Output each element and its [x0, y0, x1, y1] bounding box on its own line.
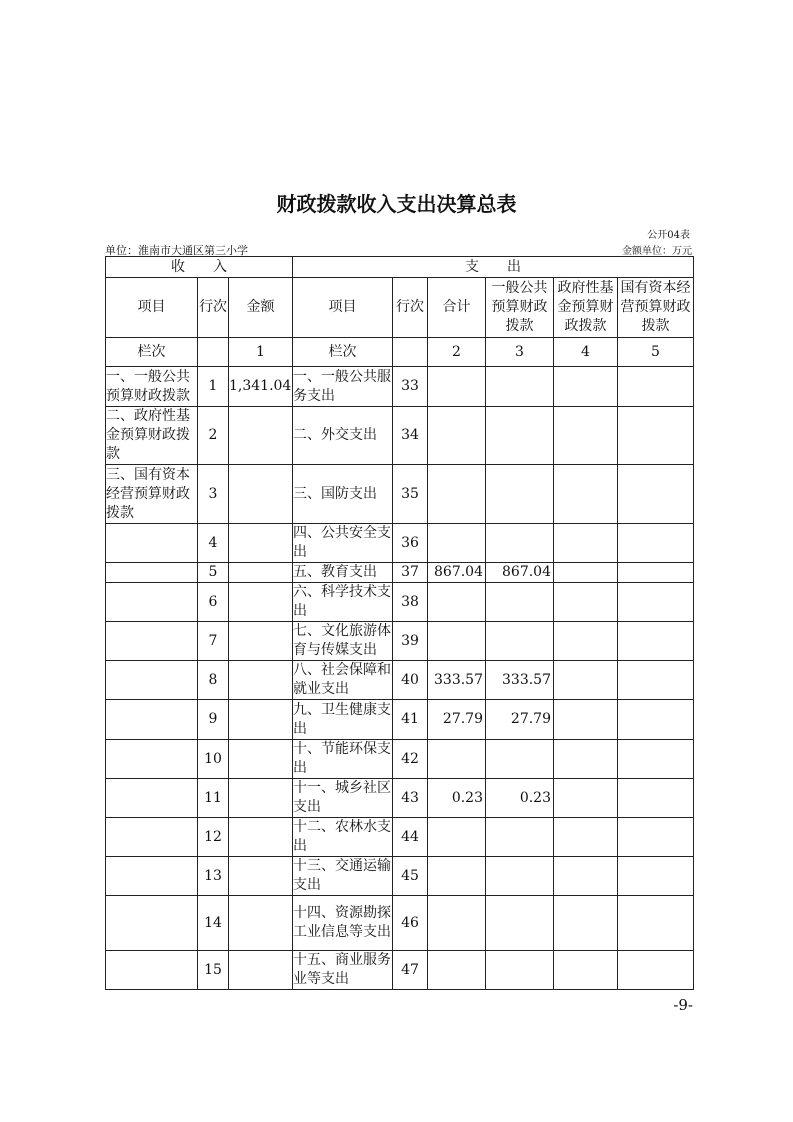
- table-cell: 三、国有资本经营预算财政拨款: [106, 465, 198, 524]
- table-cell: [554, 622, 618, 661]
- table-cell: 14: [198, 896, 229, 951]
- column-header: 行次: [198, 278, 229, 338]
- table-cell: 0.23: [486, 779, 554, 818]
- table-cell: [486, 465, 554, 524]
- table-cell: [428, 367, 486, 407]
- table-cell: [618, 407, 694, 465]
- table-cell: [229, 563, 293, 583]
- table-cell: [618, 700, 694, 740]
- table-cell: [428, 465, 486, 524]
- table-cell: 1,341.04: [229, 367, 293, 407]
- table-cell: [428, 740, 486, 779]
- table-cell: [618, 367, 694, 407]
- table-cell: 13: [198, 857, 229, 896]
- table-cell: [554, 951, 618, 990]
- table-cell: 15: [198, 951, 229, 990]
- table-cell: [428, 583, 486, 622]
- table-cell: 40: [393, 661, 428, 700]
- table-cell: [486, 583, 554, 622]
- table-cell: 五、教育支出: [293, 563, 393, 583]
- table-cell: [618, 465, 694, 524]
- page-title: 财政拨款收入支出决算总表: [276, 192, 517, 216]
- table-cell: 一、一般公共服务支出: [293, 367, 393, 407]
- table-cell: 34: [393, 407, 428, 465]
- table-cell: [428, 818, 486, 857]
- table-cell: 39: [393, 622, 428, 661]
- table-cell: [106, 818, 198, 857]
- table-cell: [106, 779, 198, 818]
- table-cell: 八、社会保障和就业支出: [293, 661, 393, 700]
- table-row: [106, 700, 694, 740]
- table-cell: [554, 524, 618, 563]
- table-cell: 一、一般公共预算财政拨款: [106, 367, 198, 407]
- table-cell: 44: [393, 818, 428, 857]
- column-header: 合计: [428, 278, 486, 338]
- table-cell: [618, 779, 694, 818]
- table-cell: 42: [393, 740, 428, 779]
- table-cell: 38: [393, 583, 428, 622]
- table-cell: [229, 951, 293, 990]
- table-cell: [229, 740, 293, 779]
- table-row: [106, 818, 694, 857]
- table-cell: [618, 740, 694, 779]
- table-cell: [229, 622, 293, 661]
- table-row: [106, 465, 694, 524]
- table-cell: [486, 818, 554, 857]
- table-cell: [618, 661, 694, 700]
- table-cell: 33: [393, 367, 428, 407]
- table-cell: 2: [198, 407, 229, 465]
- table-cell: [554, 857, 618, 896]
- table-cell: [618, 622, 694, 661]
- table-cell: [554, 896, 618, 951]
- table-cell: 十二、农林水支出: [293, 818, 393, 857]
- table-cell: [618, 818, 694, 857]
- table-cell: 六、科学技术支出: [293, 583, 393, 622]
- table-cell: [106, 622, 198, 661]
- table-cell: [428, 857, 486, 896]
- table-cell: 二、政府性基金预算财政拨款: [106, 407, 198, 465]
- table-cell: [486, 622, 554, 661]
- table-cell: [229, 583, 293, 622]
- column-number: 4: [554, 338, 618, 367]
- table-cell: [486, 740, 554, 779]
- table-row: [106, 740, 694, 779]
- budget-table: [105, 256, 694, 990]
- table-cell: [428, 622, 486, 661]
- table-cell: 3: [198, 465, 229, 524]
- table-cell: 9: [198, 700, 229, 740]
- table-cell: [554, 818, 618, 857]
- column-header: 项目: [106, 278, 198, 338]
- table-row: [106, 524, 694, 563]
- table-cell: 十一、城乡社区支出: [293, 779, 393, 818]
- table-cell: 45: [393, 857, 428, 896]
- table-cell: 四、公共安全支出: [293, 524, 393, 563]
- table-cell: [229, 818, 293, 857]
- table-cell: [428, 951, 486, 990]
- table-cell: 333.57: [486, 661, 554, 700]
- income-header: 收 入: [106, 257, 293, 278]
- column-header: 金额: [229, 278, 293, 338]
- unit-label: 单位：淮南市大通区第三小学: [105, 244, 248, 257]
- column-number: 栏次: [293, 338, 393, 367]
- table-cell: 十四、资源勘探工业信息等支出: [293, 896, 393, 951]
- table-cell: [618, 951, 694, 990]
- table-cell: [428, 524, 486, 563]
- table-cell: [554, 367, 618, 407]
- table-cell: [229, 524, 293, 563]
- amount-unit-label: 金额单位：万元: [622, 246, 692, 257]
- table-cell: 七、文化旅游体育与传媒支出: [293, 622, 393, 661]
- table-cell: [106, 896, 198, 951]
- table-cell: [554, 465, 618, 524]
- table-cell: 867.04: [428, 563, 486, 583]
- table-cell: 7: [198, 622, 229, 661]
- table-cell: 43: [393, 779, 428, 818]
- table-cell: [618, 583, 694, 622]
- table-cell: [229, 661, 293, 700]
- table-cell: [554, 779, 618, 818]
- table-cell: 27.79: [486, 700, 554, 740]
- table-cell: [618, 896, 694, 951]
- column-number: 5: [618, 338, 694, 367]
- table-row: [106, 857, 694, 896]
- table-cell: [486, 951, 554, 990]
- column-header: 项目: [293, 278, 393, 338]
- table-row: [106, 951, 694, 990]
- page-number: -9-: [673, 996, 693, 1014]
- table-cell: 46: [393, 896, 428, 951]
- table-cell: [486, 407, 554, 465]
- table-cell: [106, 857, 198, 896]
- table-cell: [554, 583, 618, 622]
- table-cell: [106, 700, 198, 740]
- table-cell: 九、卫生健康支出: [293, 700, 393, 740]
- table-row: [106, 563, 694, 583]
- column-header: 行次: [393, 278, 428, 338]
- table-cell: [618, 563, 694, 583]
- column-number: [198, 338, 229, 367]
- table-cell: [106, 583, 198, 622]
- column-header: 国有资本经营预算财政拨款: [618, 278, 694, 338]
- table-cell: 十、节能环保支出: [293, 740, 393, 779]
- table-row: [106, 661, 694, 700]
- table-cell: 41: [393, 700, 428, 740]
- column-header: 一般公共预算财政拨款: [486, 278, 554, 338]
- table-cell: [618, 857, 694, 896]
- table-cell: 三、国防支出: [293, 465, 393, 524]
- table-row: [106, 407, 694, 465]
- expense-header: 支 出: [293, 257, 694, 278]
- table-code: 公开04表: [647, 230, 690, 241]
- table-cell: 1: [198, 367, 229, 407]
- table-cell: [229, 896, 293, 951]
- table-cell: 47: [393, 951, 428, 990]
- table-cell: [229, 407, 293, 465]
- table-cell: 11: [198, 779, 229, 818]
- table-cell: [229, 779, 293, 818]
- column-number: 栏次: [106, 338, 198, 367]
- column-number: 3: [486, 338, 554, 367]
- table-cell: 867.04: [486, 563, 554, 583]
- table-cell: [486, 367, 554, 407]
- table-row: [106, 583, 694, 622]
- table-cell: [554, 661, 618, 700]
- table-row: [106, 367, 694, 407]
- table-cell: [428, 896, 486, 951]
- table-cell: 4: [198, 524, 229, 563]
- table-cell: [106, 661, 198, 700]
- table-cell: [486, 857, 554, 896]
- table-cell: [554, 407, 618, 465]
- table-cell: [618, 524, 694, 563]
- table-cell: 36: [393, 524, 428, 563]
- table-cell: [486, 524, 554, 563]
- column-header: 政府性基金预算财政拨款: [554, 278, 618, 338]
- table-cell: 35: [393, 465, 428, 524]
- column-number: 2: [428, 338, 486, 367]
- table-cell: [229, 465, 293, 524]
- table-row: [106, 896, 694, 951]
- table-cell: [554, 700, 618, 740]
- table-cell: [428, 407, 486, 465]
- table-cell: 0.23: [428, 779, 486, 818]
- table-cell: 十三、交通运输支出: [293, 857, 393, 896]
- table-cell: [229, 700, 293, 740]
- table-cell: [106, 951, 198, 990]
- table-cell: 6: [198, 583, 229, 622]
- table-cell: 27.79: [428, 700, 486, 740]
- table-cell: [106, 524, 198, 563]
- table-cell: [106, 740, 198, 779]
- table-cell: 二、外交支出: [293, 407, 393, 465]
- table-cell: 8: [198, 661, 229, 700]
- table-cell: 十五、商业服务业等支出: [293, 951, 393, 990]
- table-row: [106, 779, 694, 818]
- table-cell: 37: [393, 563, 428, 583]
- table-cell: [106, 563, 198, 583]
- table-cell: 5: [198, 563, 229, 583]
- table-row: [106, 622, 694, 661]
- table-cell: [554, 740, 618, 779]
- table-cell: 10: [198, 740, 229, 779]
- column-number: [393, 338, 428, 367]
- table-cell: [229, 857, 293, 896]
- table-cell: 12: [198, 818, 229, 857]
- table-cell: [486, 896, 554, 951]
- table-cell: [554, 563, 618, 583]
- table-cell: 333.57: [428, 661, 486, 700]
- column-number: 1: [229, 338, 293, 367]
